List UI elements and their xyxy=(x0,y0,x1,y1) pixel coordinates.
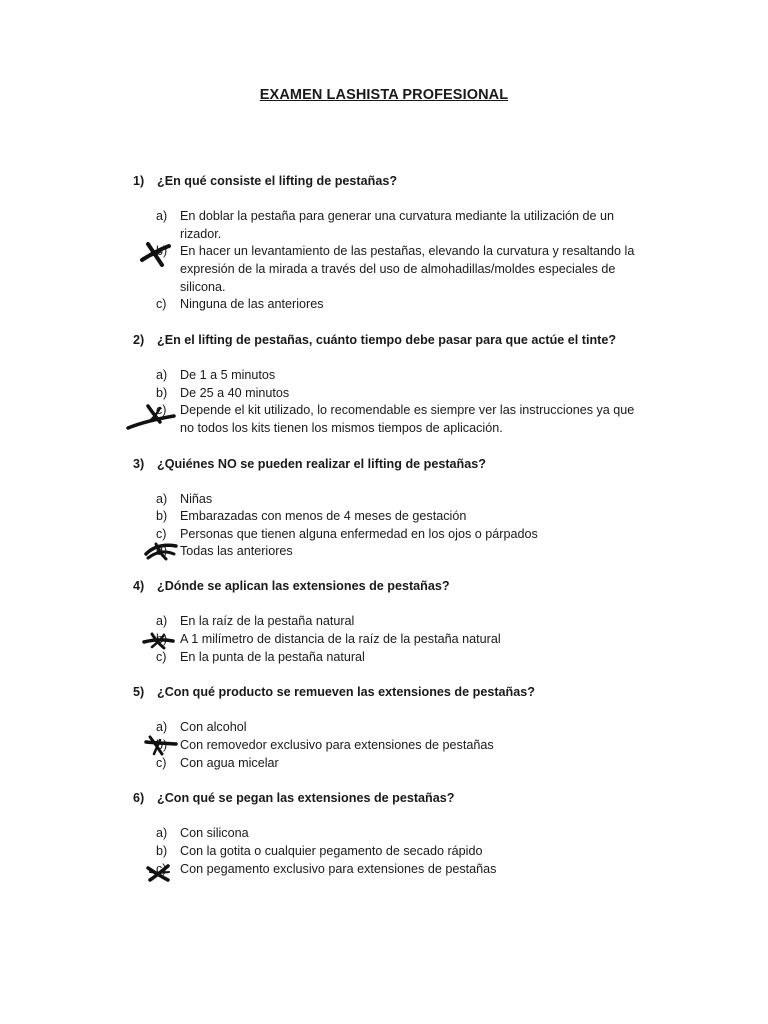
option-text: De 25 a 40 minutos xyxy=(180,386,290,400)
question-number: 1) xyxy=(133,174,145,188)
question-text: ¿En qué consiste el lifting de pestañas? xyxy=(157,174,398,188)
option-text: En la punta de la pestaña natural xyxy=(180,650,365,664)
question-text: ¿Dónde se aplican las extensiones de pestañas? xyxy=(157,579,450,593)
question-text: ¿Quiénes NO se pueden realizar el lifting de pestañas? xyxy=(157,457,486,471)
option-letter: b) xyxy=(156,632,168,646)
option-text: En la raíz de la pestaña natural xyxy=(180,614,355,628)
answer-mark-icon xyxy=(124,402,180,432)
option-letter: a) xyxy=(156,492,168,506)
option-text: Embarazadas con menos de 4 meses de gestación xyxy=(180,509,467,523)
option-text: A 1 milímetro de distancia de la raíz de la pestaña natural xyxy=(180,632,501,646)
option-text: De 1 a 5 minutos xyxy=(180,368,276,382)
option-text: Con removedor exclusivo para extensiones de pestañas xyxy=(180,738,494,752)
option-letter: b) xyxy=(156,509,168,523)
option-letter: d) xyxy=(156,544,168,558)
question-text: ¿Con qué se pegan las extensiones de pestañas? xyxy=(157,791,455,805)
option-text: En doblar la pestaña para generar una curvatura mediante la utilización de un rizador. xyxy=(180,209,615,241)
option-letter: c) xyxy=(156,403,167,417)
option-letter: c) xyxy=(156,297,167,311)
option-letter: b) xyxy=(156,738,168,752)
option-letter: a) xyxy=(156,826,168,840)
option-letter: a) xyxy=(156,720,168,734)
option-text: Con agua micelar xyxy=(180,756,279,770)
option-text: Personas que tienen alguna enfermedad en los ojos o párpados xyxy=(180,527,538,541)
option-letter: c) xyxy=(156,650,167,664)
question-number: 6) xyxy=(133,791,145,805)
option-letter: a) xyxy=(156,209,168,223)
option-text: Con silicona xyxy=(180,826,249,840)
exam-title: EXAMEN LASHISTA PROFESIONAL xyxy=(259,87,509,103)
option-letter: b) xyxy=(156,244,168,258)
option-letter: a) xyxy=(156,614,168,628)
option-text: Niñas xyxy=(180,492,213,506)
option-text: Depende el kit utilizado, lo recomendable es siempre ver las instrucciones ya que no todos los kits tienen los mismos tiempos de aplicación. xyxy=(180,403,635,435)
question-text: ¿Con qué producto se remueven las extensiones de pestañas? xyxy=(157,685,535,699)
option-letter: c) xyxy=(156,862,167,876)
option-text: Todas las anteriores xyxy=(180,544,293,558)
option-letter: c) xyxy=(156,756,167,770)
question-number: 2) xyxy=(133,333,145,347)
option-letter: b) xyxy=(156,386,168,400)
question-number: 5) xyxy=(133,685,145,699)
option-text: Con alcohol xyxy=(180,720,247,734)
option-text: Con pegamento exclusivo para extensiones de pestañas xyxy=(180,862,497,876)
option-letter: c) xyxy=(156,527,167,541)
option-text: En hacer un levantamiento de las pestañas, elevando la curvatura y resaltando la expresión de la mirada a través del uso de almohadillas/moldes especiales de silicona. xyxy=(180,244,635,294)
option-letter: a) xyxy=(156,368,168,382)
question-number: 4) xyxy=(133,579,145,593)
option-text: Ninguna de las anteriores xyxy=(180,297,324,311)
option-text: Con la gotita o cualquier pegamento de secado rápido xyxy=(180,844,483,858)
question-number: 3) xyxy=(133,457,145,471)
question-text: ¿En el lifting de pestañas, cuánto tiempo debe pasar para que actúe el tinte? xyxy=(157,333,617,347)
option-letter: b) xyxy=(156,844,168,858)
